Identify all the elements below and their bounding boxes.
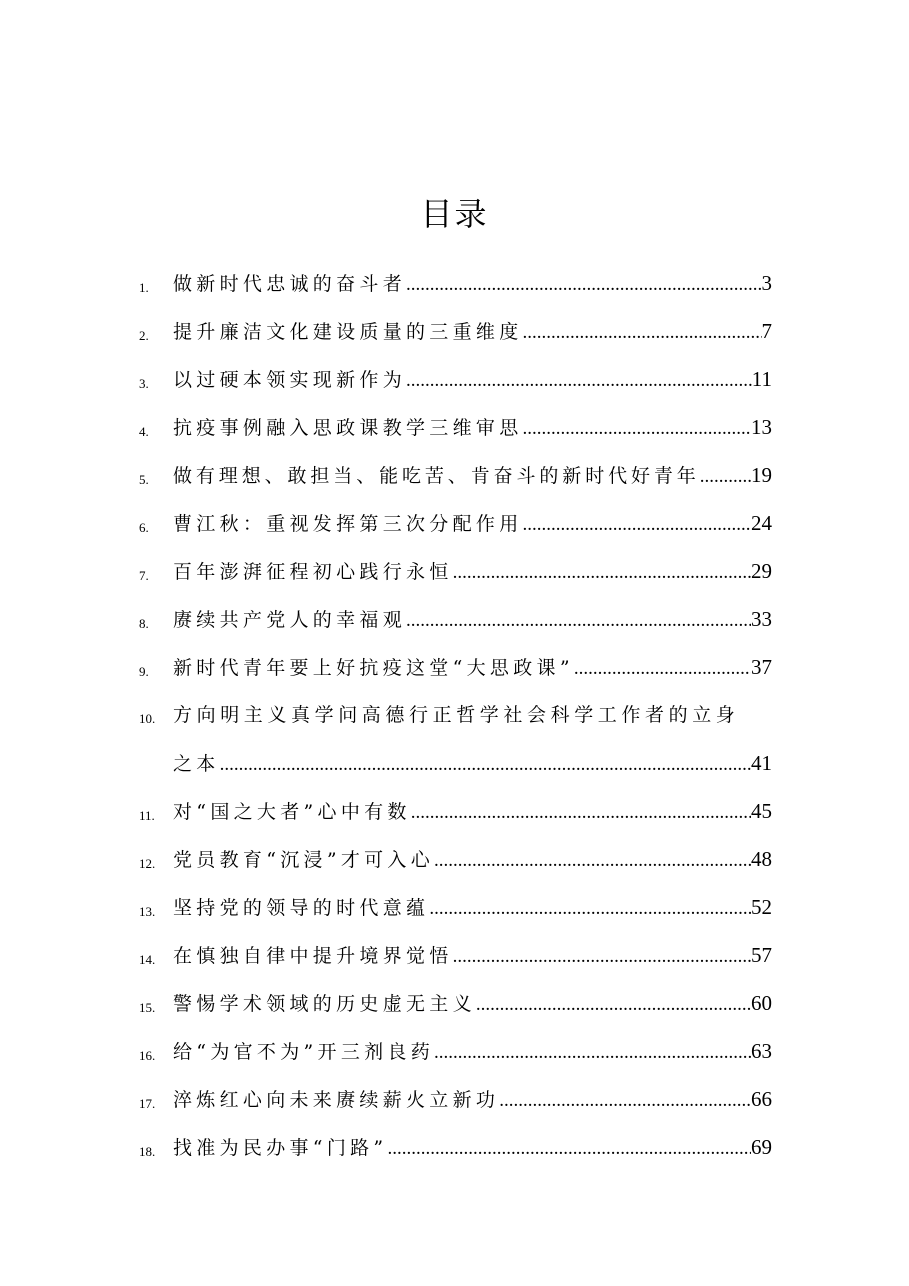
- toc-entry-title: 坚持党的领导的时代意蕴: [173, 897, 430, 919]
- toc-dot-leader: [523, 405, 751, 453]
- toc-page-number: 45: [751, 799, 772, 823]
- toc-dot-leader: [387, 1125, 751, 1173]
- toc-number: 1.: [139, 280, 149, 295]
- toc-page-number: 66: [751, 1087, 772, 1111]
- toc-entry-1[interactable]: [139, 259, 772, 307]
- toc-page-number: 52: [751, 895, 772, 919]
- toc-page-number: 60: [751, 991, 772, 1015]
- toc-entry-2[interactable]: [139, 307, 772, 355]
- toc-page-number: 7: [761, 319, 772, 343]
- toc-number: 9.: [139, 664, 149, 679]
- toc-list: [139, 259, 772, 1171]
- toc-entry-16[interactable]: [139, 1027, 772, 1075]
- toc-dot-leader: [574, 645, 751, 693]
- toc-entry-5[interactable]: [139, 451, 772, 499]
- toc-title: 目录: [420, 195, 489, 233]
- toc-number: 8.: [139, 616, 149, 631]
- toc-dot-leader: [220, 741, 751, 789]
- toc-entry-3[interactable]: [139, 355, 772, 403]
- toc-dot-leader: [476, 981, 751, 1029]
- toc-dot-leader: [453, 549, 751, 597]
- toc-entry-15[interactable]: [139, 979, 772, 1027]
- toc-entry-8[interactable]: [139, 595, 772, 643]
- toc-entry-title: 做新时代忠诚的奋斗者: [173, 273, 407, 295]
- toc-dot-leader: [523, 501, 751, 549]
- toc-page-number: 19: [751, 463, 772, 487]
- toc-entry-title: 找准为民办事“门路”: [173, 1137, 388, 1159]
- toc-entry-6[interactable]: [139, 499, 772, 547]
- toc-dot-leader: [406, 357, 752, 405]
- toc-number: 2.: [139, 328, 149, 343]
- toc-entry-title: 警惕学术领域的历史虚无主义: [173, 993, 476, 1015]
- toc-entry-title: 方向明主义真学问高德行正哲学社会科学工作者的立身: [173, 704, 740, 726]
- toc-entry-9[interactable]: [139, 643, 772, 691]
- toc-entry-title: 做有理想、敢担当、能吃苦、肯奋斗的新时代好青年: [173, 465, 700, 487]
- toc-page-number: 37: [751, 655, 772, 679]
- toc-number: 17.: [139, 1096, 156, 1111]
- toc-number: 16.: [139, 1048, 156, 1063]
- toc-number: 5.: [139, 472, 149, 487]
- toc-number: 18.: [139, 1144, 156, 1159]
- toc-entry-title: 对“国之大者”心中有数: [173, 801, 411, 823]
- toc-dot-leader: [434, 1029, 751, 1077]
- toc-number: 12.: [139, 856, 156, 871]
- toc-page-number: 48: [751, 847, 772, 871]
- toc-number: 11.: [139, 808, 155, 823]
- toc-number: 4.: [139, 424, 149, 439]
- toc-entry-11[interactable]: [139, 787, 772, 835]
- toc-number: 7.: [139, 568, 149, 583]
- toc-number: 6.: [139, 520, 149, 535]
- toc-page-number: 63: [751, 1039, 772, 1063]
- toc-number: 10.: [139, 711, 156, 726]
- toc-entry-13[interactable]: [139, 883, 772, 931]
- toc-page-number: 33: [751, 607, 772, 631]
- toc-entry-title: 新时代青年要上好抗疫这堂“大思政课”: [173, 657, 574, 679]
- toc-entry-title: 给“为官不为”开三剂良药: [173, 1041, 435, 1063]
- toc-number: 15.: [139, 1000, 156, 1015]
- toc-dot-leader: [406, 597, 751, 645]
- toc-entry-title: 抗疫事例融入思政课教学三维审思: [173, 417, 523, 439]
- toc-entry-14[interactable]: [139, 931, 772, 979]
- toc-page-number: 24: [751, 511, 772, 535]
- toc-entry-title: 百年澎湃征程初心践行永恒: [173, 561, 453, 583]
- toc-dot-leader: [406, 261, 761, 309]
- toc-entry-title: 曹江秋：重视发挥第三次分配作用: [173, 513, 523, 535]
- toc-page-number: 41: [751, 751, 772, 775]
- toc-entry-title: 提升廉洁文化建设质量的三重维度: [173, 321, 523, 343]
- toc-dot-leader: [700, 453, 751, 501]
- toc-entry-18[interactable]: [139, 1123, 772, 1171]
- toc-entry-title: 以过硬本领实现新作为: [173, 369, 407, 391]
- toc-dot-leader: [523, 309, 762, 357]
- toc-entry-17[interactable]: [139, 1075, 772, 1123]
- toc-number: 13.: [139, 904, 156, 919]
- toc-page-number: 11: [751, 367, 772, 391]
- toc-number: 14.: [139, 952, 156, 967]
- toc-page-number: 57: [751, 943, 772, 967]
- toc-number: 3.: [139, 376, 149, 391]
- toc-entry-title: 党员教育“沉浸”才可入心: [173, 849, 435, 871]
- toc-entry-4[interactable]: [139, 403, 772, 451]
- toc-entry-title: 在慎独自律中提升境界觉悟: [173, 945, 453, 967]
- toc-entry-7[interactable]: [139, 547, 772, 595]
- toc-entry-12[interactable]: [139, 835, 772, 883]
- toc-dot-leader: [411, 789, 751, 837]
- toc-page-number: 13: [751, 415, 772, 439]
- toc-page-number: 69: [751, 1135, 772, 1159]
- toc-entry-title: 赓续共产党人的幸福观: [173, 609, 407, 631]
- toc-dot-leader: [499, 1077, 751, 1125]
- toc-entry-title: 淬炼红心向未来赓续薪火立新功: [173, 1089, 500, 1111]
- toc-page-number: 29: [751, 559, 772, 583]
- toc-page-number: 3: [761, 271, 772, 295]
- toc-dot-leader: [429, 885, 751, 933]
- toc-entry-10[interactable]: [139, 691, 772, 787]
- toc-entry-title-continued: 之本: [173, 753, 220, 775]
- toc-dot-leader: [434, 837, 751, 885]
- toc-dot-leader: [453, 933, 751, 981]
